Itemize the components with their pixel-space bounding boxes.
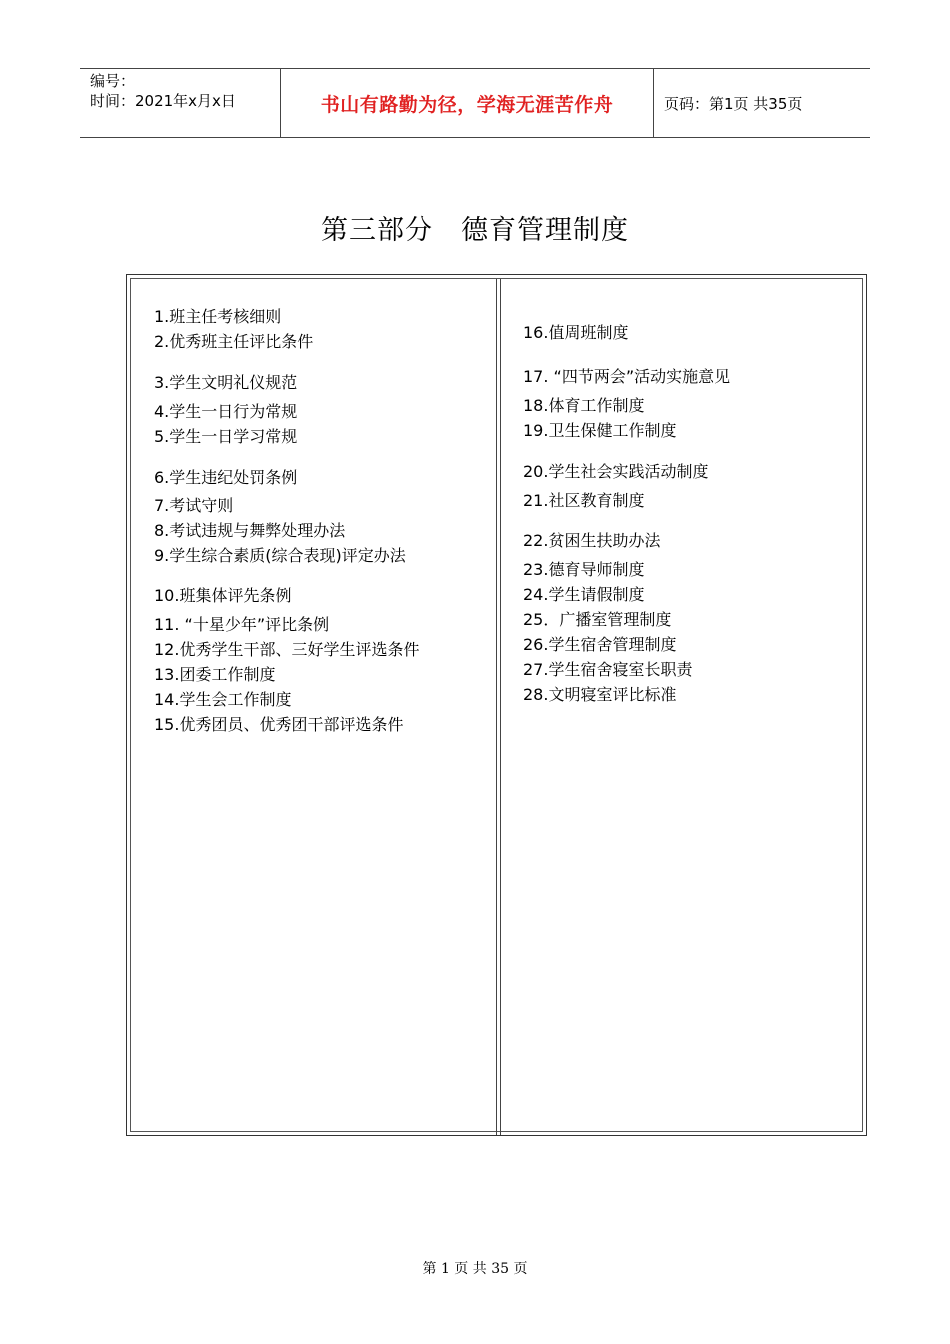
header-motto: 书山有路勤为径，学海无涯苦作舟	[281, 69, 654, 137]
toc-item: 11. “十星少年”评比条例	[154, 615, 330, 634]
toc-item: 8.考试违规与舞弊处理办法	[154, 521, 346, 540]
toc-item: 15.优秀团员、优秀团干部评选条件	[154, 715, 404, 734]
toc-item: 26.学生宿舍管理制度	[523, 635, 677, 654]
toc-item: 10.班集体评先条例	[154, 586, 292, 605]
page-title: 第三部分 德育管理制度	[321, 215, 629, 246]
toc-item: 13.团委工作制度	[154, 665, 276, 684]
toc-item: 2.优秀班主任评比条件	[154, 332, 314, 351]
toc-item: 4.学生一日行为常规	[154, 402, 298, 421]
toc-item: 6.学生违纪处罚条例	[154, 468, 298, 487]
toc-item: 16.值周班制度	[523, 323, 629, 342]
document-date-label: 时间：2021年x月x日	[90, 92, 236, 110]
page-header	[80, 68, 870, 138]
toc-item: 7.考试守则	[154, 496, 234, 515]
toc-item: 17. “四节两会”活动实施意见	[523, 367, 731, 386]
toc-item: 12.优秀学生干部、三好学生评选条件	[154, 640, 420, 659]
table-of-contents	[126, 274, 867, 1136]
toc-item: 25．广播室管理制度	[523, 610, 672, 629]
toc-item: 23.德育导师制度	[523, 560, 645, 579]
header-page-info: 页码：第1页 共35页	[664, 94, 803, 113]
page-footer: 第 1 页 共 35 页	[422, 1261, 528, 1277]
document-number-label: 编号：	[90, 72, 136, 90]
toc-item: 1.班主任考核细则	[154, 307, 282, 326]
toc-item: 9.学生综合素质(综合表现)评定办法	[154, 546, 406, 565]
toc-item: 19.卫生保健工作制度	[523, 421, 677, 440]
toc-item: 20.学生社会实践活动制度	[523, 462, 709, 481]
toc-item: 3.学生文明礼仪规范	[154, 373, 298, 392]
toc-item: 14.学生会工作制度	[154, 690, 292, 709]
toc-item: 21.社区教育制度	[523, 491, 645, 510]
column-divider	[496, 279, 501, 1135]
toc-item: 28.文明寝室评比标准	[523, 685, 677, 704]
toc-item: 22.贫困生扶助办法	[523, 531, 661, 550]
toc-item: 27.学生宿舍寝室长职责	[523, 660, 693, 679]
header-meta	[80, 69, 281, 137]
toc-item: 5.学生一日学习常规	[154, 427, 298, 446]
toc-item: 18.体育工作制度	[523, 396, 645, 415]
toc-item: 24.学生请假制度	[523, 585, 645, 604]
